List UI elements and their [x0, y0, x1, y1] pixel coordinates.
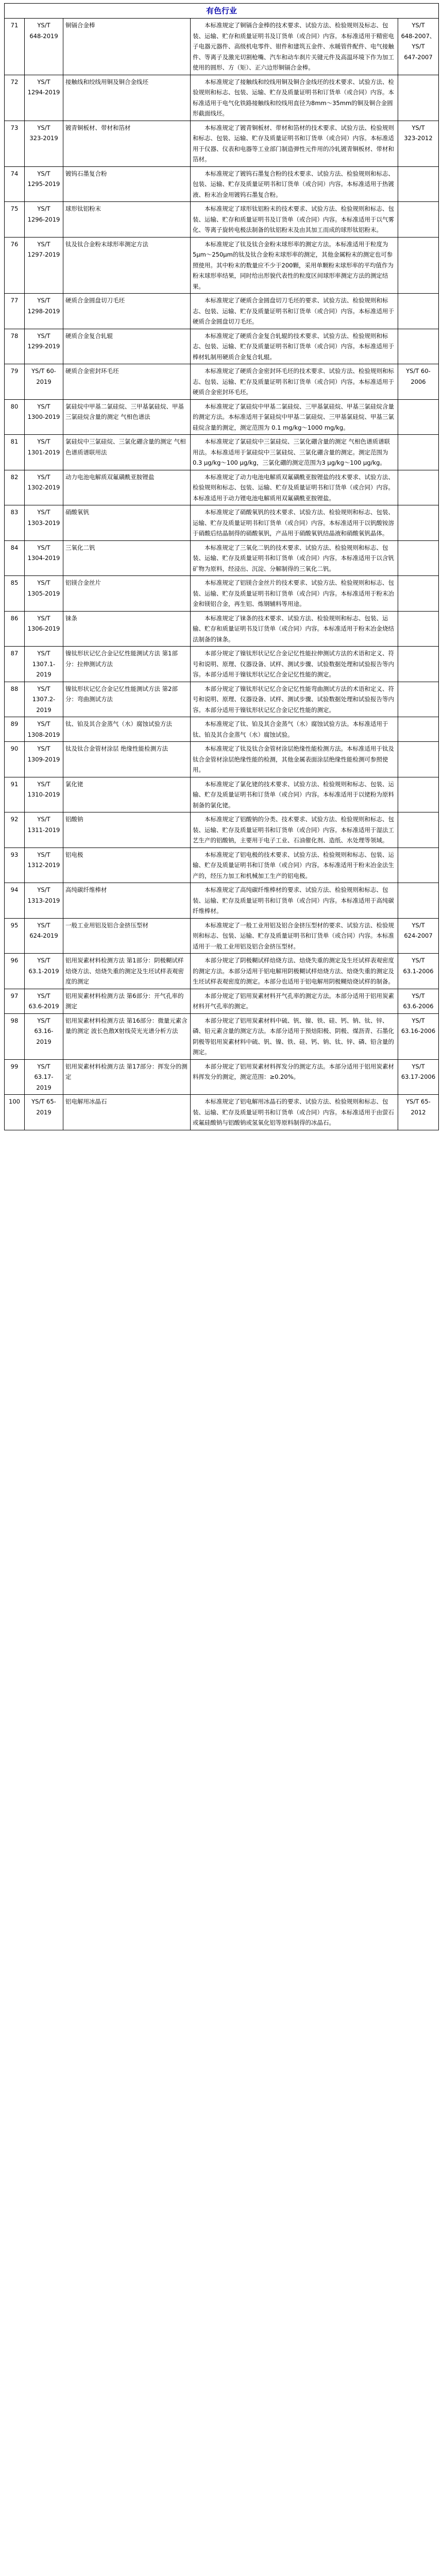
standard-code [25, 777, 63, 812]
table-row [5, 1095, 439, 1130]
replaced-standard [398, 237, 439, 294]
standard-code-line: 63.16-2019 [34, 1027, 54, 1045]
standard-code [25, 294, 63, 329]
standard-code-line: 1301-2019 [27, 448, 60, 456]
standard-name: 钛及钛合金管材涂层 绝缘性能检测方法 [63, 742, 191, 777]
standard-code [25, 812, 63, 848]
replaced-standard [398, 812, 439, 848]
standard-code-line: 1300-2019 [27, 413, 60, 420]
replaced-standard [398, 954, 439, 989]
replaced-standard-line: 63.1-2006 [403, 967, 434, 975]
standard-code [25, 540, 63, 576]
row-number: 77 [5, 294, 25, 329]
table-row [5, 777, 439, 812]
standards-sheet [4, 3, 439, 1130]
replaced-standard-line: 2006 [411, 378, 426, 385]
standard-code-line: 2019 [36, 378, 52, 385]
standard-code [25, 435, 63, 470]
standard-scope: 本标准规定了钛及钛合金粉末球形率的测定方法。本标准适用于粒度为5μm～250μm的钛及钛合金粉末球形率的测定，其他金属粉末的测定也可参照使用。其中粉末的数量应不少于200颗，采用单颗粉末球形率的平均值作为粉末球形率结果，同时给出形貌代表性的粒度区间球形率测定方法的测定结果。 [191, 237, 398, 294]
row-number: 100 [5, 1095, 25, 1130]
standard-code [25, 470, 63, 505]
row-number: 86 [5, 611, 25, 647]
standard-scope: 本标准规定了铝电极的技术要求、试验方法、检验规则和标志、包装、运输、贮存及质量证明书和订货单（或合同）内容。本标准适用于粉末冶金法生产的，经压力加工和机械加工生产的铝电极。 [191, 848, 398, 883]
replaced-standard [398, 611, 439, 647]
table-row [5, 742, 439, 777]
standard-code [25, 75, 63, 121]
row-number: 85 [5, 576, 25, 612]
standard-name: 铝电极 [63, 848, 191, 883]
standard-code [25, 989, 63, 1013]
replaced-standard-line: 648-2007、 [401, 32, 436, 40]
standard-scope: 本标准规定了接触线和绞线用铜及铜合金线坯的技术要求、试验方法、检验规则和标志、包装、运输、贮存及质量证明书和订货单（或合同）内容。本标准适用于电气化铁路接触线和绞线用直径为8mm～35mm的铜及铜合金圆形截面线坯。 [191, 75, 398, 121]
standard-name: 氯硅烷中甲基二氯硅烷、三甲基氯硅烷、甲基三氯硅烷含量的测定 气相色谱法 [63, 399, 191, 435]
standard-code-line: YS/T [37, 1062, 50, 1070]
standard-name: 硬质合金密封环毛坯 [63, 364, 191, 400]
standard-code-line: 624-2019 [29, 932, 58, 939]
table-row [5, 1059, 439, 1095]
replaced-standard [398, 75, 439, 121]
standard-scope: 本标准规定了氯硅烷中三氯硅烷、三氯化硼含量的测定 气相色谱质谱联用法。本标准适用于氯硅烷中三氯硅烷、三氯化硼含量的测定。测定范围为0.3 μg/kg～100 μg/kg，三氯化硼的测定范围为3 μg/kg～100 μg/kg。 [191, 435, 398, 470]
standard-code-line: 1304-2019 [27, 554, 60, 562]
replaced-standard [398, 470, 439, 505]
table-row [5, 647, 439, 682]
replaced-standard-line: YS/T [412, 124, 425, 131]
table-row [5, 470, 439, 505]
standard-code [25, 399, 63, 435]
standard-scope: 本标准规定了氯硅烷中甲基二氯硅烷、三甲基氯硅烷、甲基三氯硅烷含量的测定方法。本标准适用于氯硅烷中甲基二氯硅烷、三甲基氯硅烷、甲基三氯硅烷含量的测定，测定范围为 0.1 mg/kg～1000 mg/kg。 [191, 399, 398, 435]
row-number: 75 [5, 202, 25, 238]
standard-scope: 本标准规定了硝酸氧钒的技术要求、试验方法、检验规则和标志、包装、运输、贮存及质量证明书和订货单（或合同）内容。本标准适用于以钒酸铵溶于硝酸后结晶制得的硝酸氧钒，产品用于硝酸氧钒结晶液和硝酸氧钒晶体。 [191, 505, 398, 541]
standard-code-line: 1302-2019 [27, 484, 60, 491]
table-row [5, 989, 439, 1013]
standard-name: 铝电解用冰晶石 [63, 1095, 191, 1130]
standard-name: 三氧化二钒 [63, 540, 191, 576]
standard-code-line: YS/T [37, 544, 50, 551]
row-number: 93 [5, 848, 25, 883]
standard-code-line: 1306-2019 [27, 625, 60, 632]
row-number: 98 [5, 1013, 25, 1059]
standard-name: 氯化铑 [63, 777, 191, 812]
row-number: 89 [5, 717, 25, 742]
standard-scope: 本标准规定了氯化铑的技术要求、试验方法、检验规则和标志、包装、运输、贮存及质量证明书和订货单（或合同）内容。本标准适用于以铑粉为原料制备的氯化铑。 [191, 777, 398, 812]
standard-scope: 本标准规定了高纯碳纤维棒材的要求、试验方法、检验规则和标志、包装、运输、贮存及质量证明书和订货单（或合同）内容。本标准适用于高纯碳纤维棒材。 [191, 883, 398, 919]
standard-code-line: YS/T [37, 22, 50, 29]
standard-name: 镀钨石墨复合粉 [63, 166, 191, 202]
replaced-standard-line: YS/T [412, 1016, 425, 1024]
replaced-standard [398, 166, 439, 202]
standard-code [25, 166, 63, 202]
row-number: 91 [5, 777, 25, 812]
table-row [5, 121, 439, 166]
replaced-standard-line: 63.16-2006 [401, 1027, 436, 1035]
row-number: 73 [5, 121, 25, 166]
replaced-standard-line: YS/T 65- [406, 1098, 431, 1105]
replaced-standard [398, 848, 439, 883]
standard-name: 硬质合金复合轧辊 [63, 329, 191, 364]
standard-code-line: 323-2019 [29, 134, 58, 142]
standard-code-line: 1308-2019 [27, 731, 60, 738]
standard-name: 铝用炭素材料检测方法 第17部分：挥发分的测定 [63, 1059, 191, 1095]
standard-code [25, 505, 63, 541]
standard-code-line: 1298-2019 [27, 307, 60, 315]
standards-table [4, 18, 439, 1130]
standard-name: 一般工业用铝及铝合金挤压型材 [63, 918, 191, 954]
standard-code-line: YS/T [37, 170, 50, 177]
standards-table-body [5, 19, 439, 1130]
replaced-standard [398, 19, 439, 75]
standard-code-line: 1303-2019 [27, 519, 60, 527]
replaced-standard-line: YS/T [412, 992, 425, 999]
standard-code-line: 1311-2019 [27, 826, 60, 834]
row-number: 72 [5, 75, 25, 121]
standard-code-line: 1312-2019 [27, 861, 60, 869]
row-number: 80 [5, 399, 25, 435]
standard-code-line: 1313-2019 [27, 896, 60, 904]
row-number: 78 [5, 329, 25, 364]
replaced-standard [398, 883, 439, 919]
standard-scope: 本标准规定了球形钛铝粉末的技术要求、试验方法、检验规则和标志、包装、运输、贮存和质量证明书及订货单（或合同）内容。本标准适用于以气雾化、等离子旋转电极法制备的钛铝粉末及由其加工而成的球形钛铝粉末。 [191, 202, 398, 238]
standard-code-line: YS/T 65- [31, 1098, 56, 1105]
standard-scope: 本标准规定了镀青铜板材、带材和箔材的技术要求、试验方法、检验规则和标志、包装、运输、贮存及质量证明书和订货单（或合同）内容。本标准适用于仪器、仪表和电器等工业部门制造弹性元件用的冷轧镀青铜板材、带材和箔材。 [191, 121, 398, 166]
row-number: 74 [5, 166, 25, 202]
table-row [5, 505, 439, 541]
replaced-standard [398, 1013, 439, 1059]
table-row [5, 918, 439, 954]
standard-scope: 本部分规定了铝用炭素材料开气孔率的测定方法。本部分适用于铝用炭素材料开气孔率的测定。 [191, 989, 398, 1013]
standard-scope: 本标准规定了硬质合金复合轧辊的技术要求、试验方法、检验规则和标志、包装、运输、贮存及质量证明书和订货单（或合同）内容。本标准适用于棒材轧制用硬质合金复合轧辊。 [191, 329, 398, 364]
row-number: 81 [5, 435, 25, 470]
standard-scope: 本标准规定了钛、铂及其合金蒸气（水）腐蚀试验方法。本标准适用于钛、铂及其合金蒸气（水）腐蚀试验。 [191, 717, 398, 742]
standard-scope: 本部分规定了镍钛形状记忆合金记忆性能弯曲测试方法的术语和定义、符号和说明、原理、仪器设备、试样、测试步骤、试验数据处理和试验报告等内容。本部分适用于镍钛形状记忆合金记忆性能的测定。 [191, 682, 398, 717]
row-number: 97 [5, 989, 25, 1013]
standard-code-line: YS/T [37, 240, 50, 248]
standard-code-line: YS/T [37, 473, 50, 481]
standard-code-line: YS/T [37, 509, 50, 516]
table-row [5, 237, 439, 294]
standard-code [25, 202, 63, 238]
standard-code-line: 1296-2019 [27, 215, 60, 223]
standard-scope: 本标准规定了铼条的技术要求、试验方法、检验规则和标志、包装、运输、贮存和质量证明书及订货单（或合同）内容。本标准适用于粉末冶金烧结法制备的铼条。 [191, 611, 398, 647]
standard-name: 钛及钛合金粉末球形率测定方法 [63, 237, 191, 294]
row-number: 90 [5, 742, 25, 777]
replaced-standard-line: 647-2007 [404, 53, 433, 61]
standard-name: 镍钛形状记忆合金记忆性能测试方法 第1部分：拉伸测试方法 [63, 647, 191, 682]
table-row [5, 399, 439, 435]
standard-code [25, 1059, 63, 1095]
standard-name: 铼条 [63, 611, 191, 647]
standard-name: 接触线和绞线用铜及铜合金线坯 [63, 75, 191, 121]
standard-code-line: 1310-2019 [27, 791, 60, 798]
standard-code-line: YS/T [37, 205, 50, 212]
table-row [5, 954, 439, 989]
standard-code-line: 63.6-2019 [28, 1003, 59, 1010]
table-row [5, 883, 439, 919]
standard-code [25, 954, 63, 989]
row-number: 96 [5, 954, 25, 989]
row-number: 84 [5, 540, 25, 576]
standard-name: 铝酸钠 [63, 812, 191, 848]
replaced-standard-line: 2012 [411, 1108, 426, 1116]
replaced-standard-line: YS/T [412, 43, 425, 50]
replaced-standard [398, 399, 439, 435]
standard-code-line: YS/T 60- [31, 367, 56, 375]
replaced-standard-line: YS/T [412, 957, 425, 964]
standard-scope: 本部分规定了铝用炭素材料挥发分的测定方法。本部分适用于铝用炭素材料挥发分的测定，测定范围：≥0.20%。 [191, 1059, 398, 1095]
standard-name: 硝酸氧钒 [63, 505, 191, 541]
standard-code-line: YS/T [37, 614, 50, 622]
replaced-standard [398, 1095, 439, 1130]
standard-scope: 本部分规定了镍钛形状记忆合金记忆性能拉伸测试方法的术语和定义、符号和说明、原理、仪器设备、试样、测试步骤、试验数据处理和试验报告等内容。本部分适用于镍钛形状记忆合金记忆性能的测定。 [191, 647, 398, 682]
table-row [5, 611, 439, 647]
standard-code-line: 1294-2019 [27, 89, 60, 96]
standard-scope: 本标准规定了三氧化二钒的技术要求、试验方法、检验规则和标志、包装、运输、贮存及质量证明书和订货单（或合同）内容。本标准适用于以含钒矿物为原料，经浸出、沉淀、分解制得的三氧化二钒。 [191, 540, 398, 576]
replaced-standard [398, 1059, 439, 1095]
replaced-standard-line: 323-2012 [404, 134, 433, 142]
standard-scope: 本标准规定了一般工业用铝及铝合金挤压型材的要求、试验方法、检验规则和标志、包装、运输、贮存及质量证明书和订货单（或合同）内容。本标准适用于一般工业用铝及铝合金挤压型材。 [191, 918, 398, 954]
standard-name: 铝用炭素材料检测方法 第6部分：开气孔率的测定 [63, 989, 191, 1013]
replaced-standard [398, 647, 439, 682]
replaced-standard-line: YS/T 60- [406, 367, 431, 375]
standard-code-line: YS/T [37, 780, 50, 788]
standard-code-line: YS/T [37, 816, 50, 823]
replaced-standard [398, 717, 439, 742]
table-row [5, 812, 439, 848]
replaced-standard-line: 624-2007 [404, 932, 433, 939]
standard-code-line: YS/T [37, 579, 50, 586]
standard-code-line: 1295-2019 [27, 180, 60, 188]
standard-code-line: 1309-2019 [27, 755, 60, 763]
table-row [5, 1013, 439, 1059]
standard-code-line: 648-2019 [29, 32, 58, 40]
standard-code-line: YS/T [37, 1016, 50, 1024]
row-number: 95 [5, 918, 25, 954]
standard-name: 硬质合金圆盘切刀毛坯 [63, 294, 191, 329]
standard-name: 镀青铜板材、带材和箔材 [63, 121, 191, 166]
standard-code [25, 364, 63, 400]
table-row [5, 294, 439, 329]
replaced-standard-line: YS/T [412, 1062, 425, 1070]
table-row [5, 329, 439, 364]
standard-name: 铝用炭素材料检测方法 第1部分：阴极糊试样焙烧方法、焙烧失重的测定及生坯试样表观密度的测定 [63, 954, 191, 989]
replaced-standard [398, 505, 439, 541]
table-row [5, 75, 439, 121]
standard-code-line: YS/T [37, 992, 50, 999]
replaced-standard [398, 742, 439, 777]
standard-code [25, 717, 63, 742]
table-row [5, 848, 439, 883]
standard-code [25, 848, 63, 883]
replaced-standard [398, 121, 439, 166]
standard-code [25, 647, 63, 682]
replaced-standard-line: 63.17-2006 [401, 1073, 436, 1080]
replaced-standard [398, 202, 439, 238]
standard-scope: 本标准规定了动力电池电解质双氟磺酰亚胺锂盐的技术要求、试验方法、检验规则和标志、包装、运输、贮存及质量证明书和订货单（或合同）内容。本标准适用于动力锂电池电解质用双氟磺酰亚胺锂盐。 [191, 470, 398, 505]
standard-code-line: YS/T [37, 720, 50, 727]
table-caption: 有色行业 [4, 3, 439, 18]
standard-scope: 本标准规定了铜镉合金棒的技术要求、试验方法、检验规则及标志、包装、运输、贮存和质量证明书及订货单（或合同）内容。本标准适用于精密电子电器元器件、高级机电零件、钳件和建筑五金件、水暖管件配件、电气接触件、等离子及激光切割枪嘴、汽车和动车刹片关键元件及高温环境下作为加工使用的圆形、方（矩）、正六边形铜镉合金棒。 [191, 19, 398, 75]
standard-scope: 本标准规定了硬质合金密封环毛坯的技术要求、试验方法、检验规则和标志、包装、运输、贮存及质量证明书和订货单（或合同）内容。本标准适用于硬质合金密封环毛坯。 [191, 364, 398, 400]
table-row [5, 682, 439, 717]
row-number: 94 [5, 883, 25, 919]
replaced-standard-line: 63.6-2006 [403, 1003, 434, 1010]
replaced-standard [398, 576, 439, 612]
replaced-standard [398, 364, 439, 400]
table-row [5, 202, 439, 238]
standard-code-line: 1307.1-2019 [32, 660, 56, 678]
standard-name: 球形钛铝粉末 [63, 202, 191, 238]
standard-code-line: 63.1-2019 [28, 967, 59, 975]
table-row [5, 435, 439, 470]
row-number: 83 [5, 505, 25, 541]
standard-code-line: YS/T [37, 332, 50, 340]
standard-code [25, 918, 63, 954]
replaced-standard [398, 329, 439, 364]
standard-code-line: 63.17-2019 [34, 1073, 54, 1091]
standard-code-line: YS/T [37, 124, 50, 131]
replaced-standard [398, 682, 439, 717]
standard-code-line: YS/T [37, 650, 50, 657]
standard-scope: 本标准规定了镀钨石墨复合粉的技术要求、试验方法、检验规则和标志、包装、运输、贮存及质量证明书和订货单（或合同）内容。本标准适用于热镀液、粉末冶金用镀钨石墨复合粉。 [191, 166, 398, 202]
standard-scope: 本标准规定了铝镁合金丝片的技术要求、试验方法、检验规则和标志、包装、运输、贮存及质量证明书和订货单（或合同）内容。本标准适用于粉末冶金和镁铝合金，再生铝、炼钢辅料等用途。 [191, 576, 398, 612]
standard-name: 铝镁合金丝片 [63, 576, 191, 612]
standard-code-line: YS/T [37, 957, 50, 964]
standard-name: 高纯碳纤维棒材 [63, 883, 191, 919]
table-row [5, 364, 439, 400]
standard-code-line: YS/T [37, 78, 50, 86]
standard-code [25, 742, 63, 777]
standard-code-line: YS/T [37, 921, 50, 929]
standard-code-line: YS/T [37, 685, 50, 692]
replaced-standard [398, 918, 439, 954]
standard-code [25, 1095, 63, 1130]
row-number: 71 [5, 19, 25, 75]
standard-code-line: YS/T [37, 297, 50, 304]
table-row [5, 717, 439, 742]
standard-name: 钛、铂及其合金蒸气（水）腐蚀试验方法 [63, 717, 191, 742]
standard-name: 铜镉合金棒 [63, 19, 191, 75]
table-row [5, 540, 439, 576]
standard-code-line: YS/T [37, 402, 50, 410]
standard-code-line: YS/T [37, 851, 50, 858]
standard-code [25, 682, 63, 717]
replaced-standard [398, 540, 439, 576]
standard-code-line: 1297-2019 [27, 251, 60, 258]
row-number: 76 [5, 237, 25, 294]
standard-scope: 本部分规定了铝用炭素材料中硫、钒、镍、铁、硅、钙、钠、钛、锌、磷、铅元素含量的测定方法。本部分适用于预焙阳极、阴极、煤沥青、石墨化阴极等铝用炭素材料中硫、钒、镍、铁、硅、钙、钠、钛、锌、磷、铅含量的测定。 [191, 1013, 398, 1059]
replaced-standard [398, 294, 439, 329]
standard-name: 氯硅烷中三氯硅烷、三氯化硼含量的测定 气相色谱质谱联用法 [63, 435, 191, 470]
standard-code-line: 2019 [36, 1108, 52, 1116]
standard-code [25, 611, 63, 647]
standard-code-line: 1299-2019 [27, 343, 60, 350]
standard-name: 动力电池电解质双氟磺酰亚胺锂盐 [63, 470, 191, 505]
replaced-standard [398, 989, 439, 1013]
standard-name: 铝用炭素材料检测方法 第16部分：微量元素含量的测定 波长色散X射线荧光光谱分析方法 [63, 1013, 191, 1059]
standard-scope: 本部分规定了阴极糊试样焙烧方法、焙烧失重的测定及生坯试样表观密度的测定方法。本部分适用于铝电解用阴极糊试样焙烧方法、焙烧失重的测定及生坯试样表观密度的测定。本部分也适用于铝电解用阴极糊焙烧试样的制备。 [191, 954, 398, 989]
standard-code [25, 329, 63, 364]
standard-code [25, 19, 63, 75]
standard-name: 镍钛形状记忆合金记忆性能测试方法 第2部分：弯曲测试方法 [63, 682, 191, 717]
standard-scope: 本标准规定了硬质合金圆盘切刀毛坯的要求、试验方法、检验规则和标志、包装、运输、贮存及质量证明书和订货单（或合同）内容。本标准适用于硬质合金圆盘切刀毛坯。 [191, 294, 398, 329]
standard-code-line: 1307.2-2019 [32, 696, 56, 714]
row-number: 82 [5, 470, 25, 505]
standard-code [25, 121, 63, 166]
row-number: 88 [5, 682, 25, 717]
table-row [5, 19, 439, 75]
standard-code-line: YS/T [37, 438, 50, 445]
row-number: 99 [5, 1059, 25, 1095]
row-number: 87 [5, 647, 25, 682]
standard-code-line: YS/T [37, 886, 50, 893]
row-number: 79 [5, 364, 25, 400]
standard-scope: 本标准规定了铝电解用冰晶石的要求、试验方法、检验规则和标志、包装、运输、贮存及质量证明书和订货单（或合同）内容。本标准适用于由萤石或氟硅酸钠与铝酸钠或氢氧化铝等原料制得的冰晶石。 [191, 1095, 398, 1130]
standard-code [25, 237, 63, 294]
standard-code [25, 883, 63, 919]
table-row [5, 166, 439, 202]
replaced-standard [398, 777, 439, 812]
standard-code-line: YS/T [37, 745, 50, 752]
row-number: 92 [5, 812, 25, 848]
standard-code-line: 1305-2019 [27, 589, 60, 597]
replaced-standard [398, 435, 439, 470]
table-row [5, 576, 439, 612]
replaced-standard-line: YS/T [412, 921, 425, 929]
standard-scope: 本标准规定了铝酸钠的分类、技术要求、试验方法、检验规则和标志、包装、运输、贮存及质量证明书和订货单（或合同）内容。本标准适用于湿法工艺生产的铝酸钠，主要用于电子工业、石油催化剂、造纸、水处理等领域。 [191, 812, 398, 848]
standard-code [25, 1013, 63, 1059]
standard-scope: 本标准规定了钛及钛合金管材涂层绝缘性能检测方法。本标准适用于钛及钛合金管材涂层绝缘性能的检测，其他金属表面涂层绝缘性能检测可参照使用。 [191, 742, 398, 777]
standard-code [25, 576, 63, 612]
replaced-standard-line: YS/T [412, 22, 425, 29]
